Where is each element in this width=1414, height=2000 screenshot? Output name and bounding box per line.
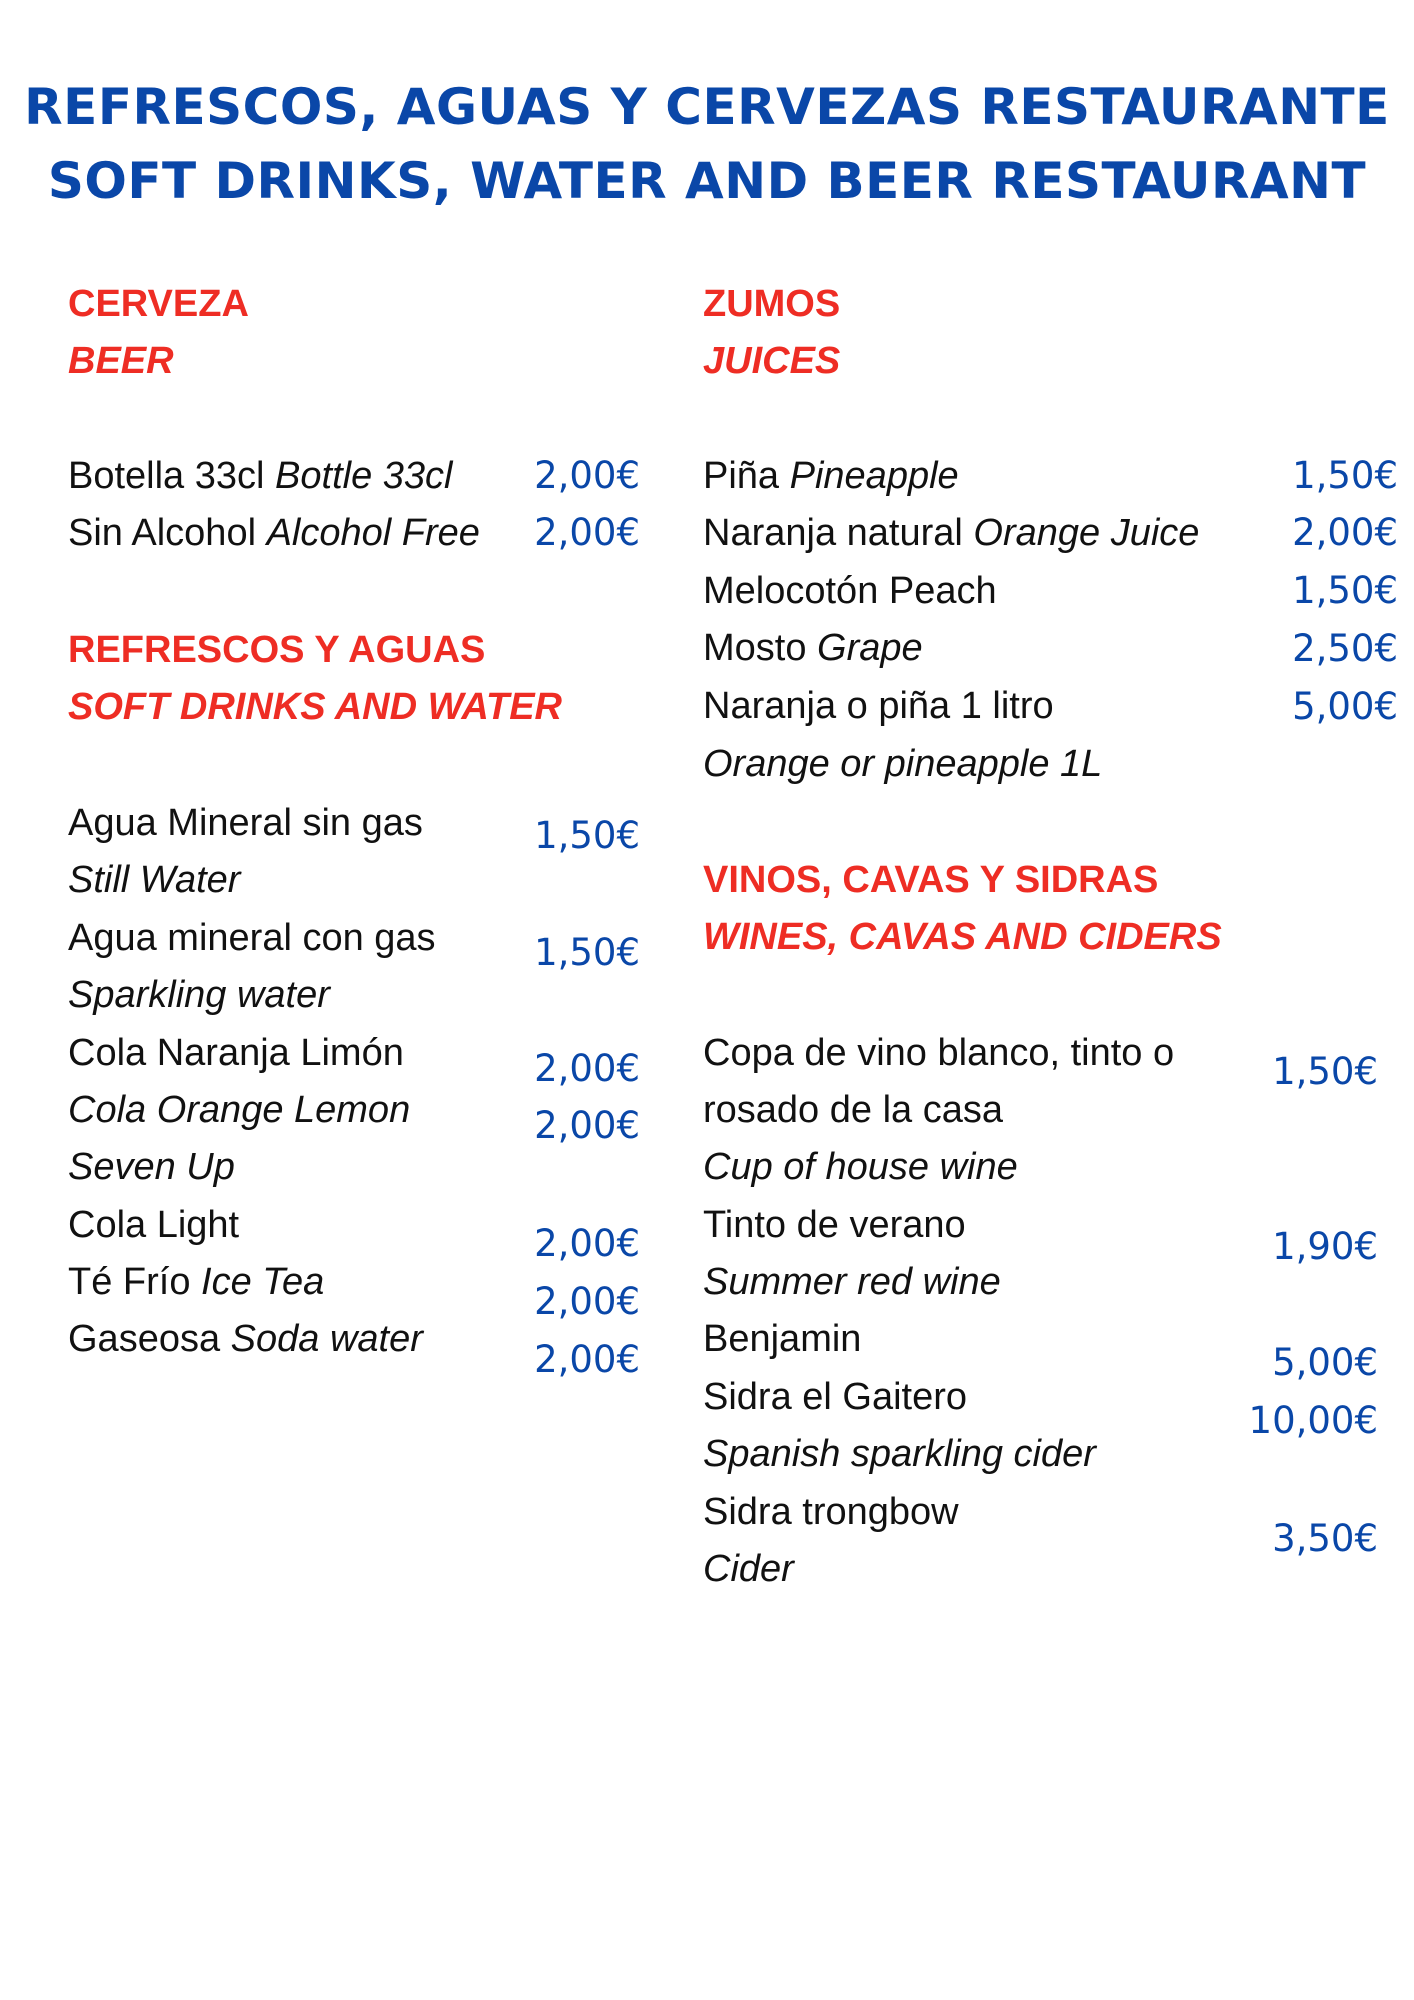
item-name-en: Spanish sparkling cider (703, 1433, 1096, 1475)
item-price: 1,50€ (534, 931, 640, 974)
item-price: 1,50€ (1292, 454, 1398, 497)
item-name-es: Agua mineral con gas (68, 917, 436, 959)
item-name-en: Bottle 33cl (275, 455, 453, 497)
item-name-es-cont: rosado de la casa (703, 1089, 1003, 1131)
item-price: 2,50€ (1292, 627, 1398, 670)
item-price: 2,00€ (534, 1338, 640, 1381)
item-name-en: Orange or pineapple 1L (703, 743, 1103, 785)
item-name-es: Cola Light (68, 1204, 240, 1246)
page-title-en: SOFT DRINKS, WATER AND BEER RESTAURANT (47, 152, 1367, 210)
item-name-en: Sparkling water (68, 974, 330, 1016)
section-heading-wines-es: VINOS, CAVAS Y SIDRAS (703, 859, 1159, 901)
item-name-es: Benjamin (703, 1318, 862, 1360)
section-heading-juices-en: JUICES (703, 340, 841, 382)
item-name-es: Melocotón Peach (703, 570, 997, 612)
section-heading-wines-en: WINES, CAVAS AND CIDERS (703, 916, 1222, 958)
item-name-en: Seven Up (68, 1146, 235, 1188)
item-name-es: Botella 33cl (68, 455, 265, 497)
item-price: 1,50€ (1292, 569, 1398, 612)
section-heading-juices-es: ZUMOS (703, 283, 841, 325)
item-price: 2,00€ (534, 1104, 640, 1147)
item-name-es: Gaseosa (68, 1318, 221, 1360)
item-price: 1,50€ (1272, 1050, 1378, 1093)
item-price: 1,90€ (1272, 1225, 1378, 1268)
section-heading-soft-en: SOFT DRINKS AND WATER (68, 686, 562, 728)
item-name-en: Orange Juice (973, 512, 1200, 554)
item-name-es: Copa de vino blanco, tinto o (703, 1032, 1175, 1074)
item-name-es: Sidra el Gaitero (703, 1376, 968, 1418)
item-name-es: Tinto de verano (703, 1204, 966, 1246)
item-name-en: Cider (703, 1548, 794, 1590)
item-name-en: Grape (817, 627, 923, 669)
item-name-es: Cola Naranja Limón (68, 1032, 404, 1074)
item-price: 2,00€ (534, 454, 640, 497)
section-heading-soft-es: REFRESCOS Y AGUAS (68, 629, 486, 671)
item-name-es: Piña (703, 455, 780, 497)
item-name-es: Sidra trongbow (703, 1491, 959, 1533)
item-price: 2,00€ (534, 1280, 640, 1323)
item-price: 3,50€ (1272, 1517, 1378, 1560)
item-price: 2,00€ (534, 1222, 640, 1265)
item-price: 10,00€ (1248, 1399, 1378, 1442)
item-price: 2,00€ (534, 511, 640, 554)
item-price: 1,50€ (534, 814, 640, 857)
item-name-es: Té Frío (68, 1261, 191, 1303)
item-name-es: Mosto (703, 627, 807, 669)
item-name-en: Cup of house wine (703, 1146, 1018, 1188)
item-name-en: Alcohol Free (266, 512, 480, 554)
item-name-en: Ice Tea (201, 1261, 325, 1303)
item-price: 5,00€ (1292, 685, 1398, 728)
item-name-es: Sin Alcohol (68, 512, 257, 554)
item-name-es: Naranja o piña 1 litro (703, 685, 1054, 727)
item-name-es: Naranja natural (703, 512, 963, 554)
item-price: 2,00€ (534, 1047, 640, 1090)
item-name-en: Pineapple (789, 455, 959, 497)
section-heading-beer-en: BEER (68, 340, 174, 382)
item-name-en: Soda water (230, 1318, 423, 1360)
item-name-en: Cola Orange Lemon (68, 1089, 411, 1131)
item-name-es: Agua Mineral sin gas (68, 802, 423, 844)
page-title-es: REFRESCOS, AGUAS Y CERVEZAS RESTAURANTE (24, 78, 1390, 136)
item-name-en: Summer red wine (703, 1261, 1001, 1303)
item-price: 2,00€ (1292, 511, 1398, 554)
item-name-en: Still Water (68, 859, 241, 901)
item-price: 5,00€ (1272, 1341, 1378, 1384)
section-heading-beer-es: CERVEZA (68, 283, 249, 325)
